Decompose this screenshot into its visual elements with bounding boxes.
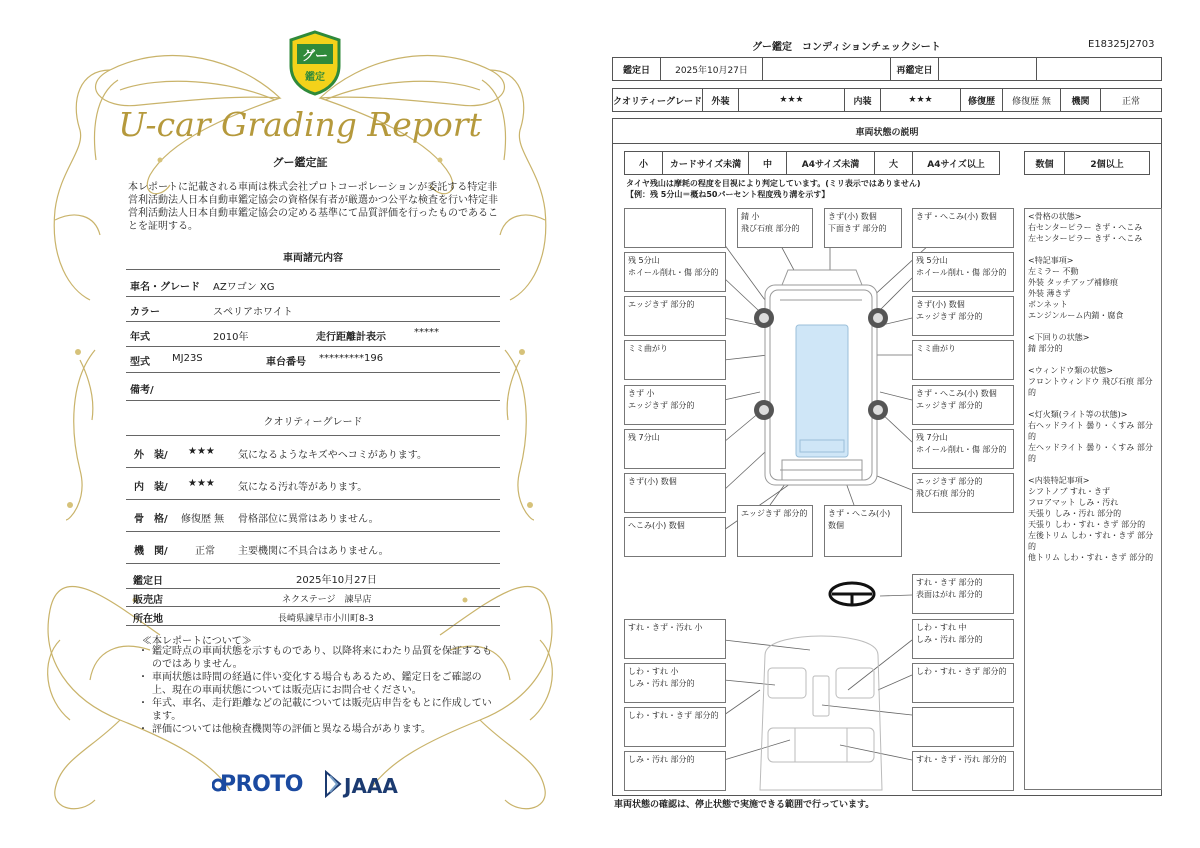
exterior-value: ★★★ — [739, 89, 845, 111]
callout-int-r1: しわ・すれ 中 しみ・汚れ 部分的 — [912, 619, 1014, 659]
car-exterior-outline — [765, 270, 877, 485]
note-group-windows — [1028, 365, 1158, 398]
engine-value: 正常 — [195, 546, 215, 557]
interior-label: 内 装/ — [134, 482, 168, 493]
frame-text: 骨格部位に異常はありません。 — [238, 514, 379, 525]
special-notes-panel — [1024, 208, 1162, 790]
frame-label: 骨 格/ — [134, 514, 168, 525]
divider — [126, 531, 500, 532]
callout-ext-top-1 — [624, 208, 726, 248]
legend-large: 大 — [875, 152, 913, 174]
note-line: 左センターピラー きず・へこみ — [1028, 234, 1143, 243]
model-value: MJ23S — [172, 353, 203, 364]
car-name-label: 車名・グレード — [130, 282, 200, 293]
notes-list — [142, 645, 494, 736]
divider — [126, 625, 500, 626]
note-line: シフトノブ すれ・きず — [1028, 487, 1111, 496]
car-name-value: AZワゴン XG — [213, 282, 275, 293]
divider — [126, 606, 500, 607]
callout-ext-l5: 残 7分山 — [624, 429, 726, 469]
reinspect-label: 再鑑定日 — [891, 58, 939, 80]
repair-label: 修復歴 — [961, 89, 1003, 111]
note-line: 他トリム しわ・すれ・きず 部分的 — [1028, 553, 1154, 562]
callout-ext-r4: きず・へこみ(小) 数個 エッジきず 部分的 — [912, 385, 1014, 425]
note-group-title: <下回りの状態> — [1028, 333, 1090, 342]
tread-note-line: 【例：残 5分山＝概ね50パーセント程度残り溝を示す】 — [626, 190, 830, 199]
exterior-stars: ★★★ — [188, 446, 215, 457]
callout-ext-l1: 残 5分山 ホイール削れ・傷 部分的 — [624, 252, 726, 292]
note-line: フロアマット しみ・汚れ — [1028, 498, 1119, 507]
inspection-date-label: 鑑定日 — [133, 576, 163, 587]
note-group-title: <内装特記事項> — [1028, 476, 1090, 485]
callout-ext-l6: きず(小) 数個 — [624, 473, 726, 513]
note-group-special — [1028, 255, 1158, 321]
repair-value: 修復歴 無 — [1003, 89, 1061, 111]
sheet-code: E18325J2703 — [1088, 39, 1155, 50]
divider — [126, 269, 500, 270]
legend-medium: 中 — [749, 152, 787, 174]
legend-large-desc: A4サイズ以上 — [927, 159, 985, 170]
note-item: ・ 年式、車名、走行距離などの記載については販売店申告をもとに作成しています。 — [142, 697, 494, 723]
note-group-interior — [1028, 475, 1158, 563]
note-item: ・ 車両状態は時間の経過に伴い変化する場合もあるため、鑑定日をご確認の上、現在の車両状態については販売店にお問合せください。 — [142, 671, 494, 697]
note-line: エンジンルーム内錆・腐食 — [1028, 311, 1124, 320]
date-label: 鑑定日 — [613, 58, 661, 80]
remarks-label: 備考/ — [130, 385, 154, 396]
year-label: 年式 — [130, 332, 150, 343]
note-group-title: <特記事項> — [1028, 256, 1074, 265]
callout-int-r3 — [912, 707, 1014, 747]
legend-medium-desc: A4サイズ未満 — [787, 152, 875, 174]
callout-int-l4: しみ・汚れ 部分的 — [624, 751, 726, 791]
count-label: 数個 — [1025, 152, 1065, 174]
inspection-date-value: 2025年10月27日 — [296, 575, 377, 586]
divider — [126, 563, 500, 564]
callout-ext-b2: きず・へこみ(小) 数個 — [824, 505, 902, 557]
interior-value: ★★★ — [881, 89, 961, 111]
note-group-lights — [1028, 409, 1158, 464]
quality-section-title: クオリティーグレード — [263, 417, 363, 428]
condition-check-sheet — [600, 0, 1200, 848]
svg-text:鑑定: 鑑定 — [305, 72, 325, 83]
interior-stars: ★★★ — [188, 478, 215, 489]
callout-int-r2: しわ・すれ・きず 部分的 — [912, 663, 1014, 703]
callout-ext-r2: きず(小) 数個 エッジきず 部分的 — [912, 296, 1014, 336]
legend-small: 小 — [625, 152, 663, 174]
note-line: 錆 部分的 — [1028, 344, 1063, 353]
frame-value: 修復歴 無 — [181, 514, 225, 525]
callout-ext-r6: エッジきず 部分的 飛び石痕 部分的 — [912, 473, 1014, 513]
divider — [126, 467, 500, 468]
exterior-label: 外装 — [703, 89, 739, 111]
address-label: 所在地 — [133, 614, 163, 625]
note-line: 左ヘッドライト 曇り・くすみ 部分的 — [1028, 443, 1153, 463]
callout-ext-l7: へこみ(小) 数個 — [624, 517, 726, 557]
note-line: フロントウィンドウ 飛び石痕 部分的 — [1028, 377, 1153, 397]
logos — [212, 770, 412, 800]
exterior-label: 外 装/ — [134, 450, 168, 461]
note-group-title: <ウィンドウ類の状態> — [1028, 366, 1113, 375]
note-line: 天張り しわ・すれ・きず 部分的 — [1028, 520, 1146, 529]
goo-shield-icon — [285, 30, 345, 96]
shop-value: ネクステージ 諫早店 — [282, 595, 372, 605]
engine-label: 機 関/ — [134, 546, 168, 557]
note-line: 天張り しみ・汚れ 部分的 — [1028, 509, 1122, 518]
note-group-title: <骨格の状態> — [1028, 212, 1082, 221]
specs-section-title: 車両諸元内容 — [283, 253, 343, 264]
report-title — [100, 100, 500, 150]
callout-ext-r5: 残 7分山 ホイール削れ・傷 部分的 — [912, 429, 1014, 469]
callout-int-l1: すれ・きず・汚れ 小 — [624, 619, 726, 659]
address-value: 長崎県諫早市小川町8-3 — [278, 614, 374, 624]
count-desc: 2個以上 — [1090, 159, 1124, 170]
year-value: 2010年 — [213, 332, 249, 343]
note-group-frame — [1028, 211, 1158, 244]
jaaa-mark-icon — [324, 770, 342, 798]
chassis-value: *********196 — [319, 353, 384, 364]
callout-ext-r3: ミミ曲がり — [912, 340, 1014, 380]
grade-label: クオリティーグレード — [613, 89, 703, 111]
engine-text: 主要機関に不具合はありません。 — [238, 546, 389, 557]
callout-ext-b1: エッジきず 部分的 — [737, 505, 813, 557]
callout-int-l2: しわ・すれ 小 しみ・汚れ 部分的 — [624, 663, 726, 703]
condition-title: 車両状態の説明 — [855, 127, 919, 138]
note-line: 左後トリム しわ・すれ・きず 部分的 — [1028, 531, 1154, 551]
chassis-label: 車台番号 — [266, 357, 306, 368]
note-line: 左ミラー 不動 — [1028, 267, 1079, 276]
divider — [126, 321, 500, 322]
callout-ext-top-2: 錆 小 飛び石痕 部分的 — [737, 208, 813, 248]
engine-label: 機関 — [1061, 89, 1101, 111]
exterior-text: 気になるようなキズやヘコミがあります。 — [238, 450, 427, 461]
divider — [126, 296, 500, 297]
note-group-title: <灯火類(ライト等の状態)> — [1028, 410, 1128, 419]
callout-int-r4: すれ・きず・汚れ 部分的 — [912, 751, 1014, 791]
mileage-value: ***** — [414, 327, 439, 338]
divider — [126, 588, 500, 589]
divider — [126, 499, 500, 500]
divider — [126, 400, 500, 401]
callout-ext-l3: ミミ曲がり — [624, 340, 726, 380]
tread-note-line: タイヤ残山は摩耗の程度を目視により判定しています。(ミリ表示ではありません) — [626, 179, 921, 188]
note-line: 外装 薄きず — [1028, 289, 1071, 298]
callout-ext-l4: きず 小 エッジきず 部分的 — [624, 385, 726, 425]
divider — [126, 435, 500, 436]
color-value: スペリアホワイト — [213, 307, 293, 318]
svg-text:グー: グー — [301, 49, 329, 64]
footnote: 車両状態の確認は、停止状態で実施できる範囲で行っています。 — [614, 800, 875, 810]
note-line: 外装 タッチアップ補修痕 — [1028, 278, 1118, 287]
certificate-statement: 本レポートに記載される車両は株式会社プロトコーポレーションが委託する特定非営利活動法人日本自動車鑑定協会の資格保有者が厳選かつ公平な検査を行い特定非営利活動法人日本自動車鑑定協会の定める基準にて品質評価を行ったものであることを証明する。 — [128, 182, 498, 232]
callout-ext-l2: エッジきず 部分的 — [624, 296, 726, 336]
sheet-title: グー鑑定 コンディションチェックシート — [752, 42, 941, 53]
legend-small-desc: カードサイズ未満 — [663, 152, 749, 174]
engine-value: 正常 — [1121, 96, 1140, 107]
shop-label: 販売店 — [133, 595, 163, 606]
mileage-label: 走行距離計表示 — [316, 332, 386, 343]
divider — [126, 372, 500, 373]
jaaa-logo: JAAA — [344, 774, 398, 798]
note-item: ・ 鑑定時点の車両状態を示すものであり、以降将来にわたり品質を保証するものではありません。 — [142, 645, 494, 671]
notes-title: ≪本レポートについて≫ — [142, 636, 252, 647]
interior-text: 気になる汚れ等があります。 — [238, 482, 368, 493]
note-line: 右センターピラー きず・へこみ — [1028, 223, 1143, 232]
callout-int-l3: しわ・すれ・きず 部分的 — [624, 707, 726, 747]
note-group-underbody — [1028, 332, 1158, 354]
interior-label: 内装 — [845, 89, 881, 111]
callout-ext-top-3: きず(小) 数個 下面きず 部分的 — [824, 208, 902, 248]
car-interior-outline — [760, 636, 882, 790]
report-title-text: U-car Grading Report — [118, 105, 482, 144]
callout-ext-r1: 残 5分山 ホイール削れ・傷 部分的 — [912, 252, 1014, 292]
proto-logo: PROTO — [220, 772, 303, 797]
certificate-title: グー鑑定証 — [272, 156, 328, 169]
model-label: 型式 — [130, 357, 150, 368]
callout-ext-top-4: きず・へこみ(小) 数個 — [912, 208, 1014, 248]
note-line: 右ヘッドライト 曇り・くすみ 部分的 — [1028, 421, 1153, 441]
callout-int-steering: すれ・きず 部分的 表面はがれ 部分的 — [912, 574, 1014, 614]
goo-kantei-badge — [285, 30, 345, 96]
steering-wheel-icon — [830, 583, 874, 605]
note-line: ボンネット — [1028, 300, 1068, 309]
date-value: 2025年10月27日 — [661, 58, 763, 80]
note-item: ・ 評価については他検査機関等の評価と異なる場合があります。 — [142, 723, 494, 736]
divider — [126, 346, 500, 347]
color-label: カラー — [130, 307, 160, 318]
